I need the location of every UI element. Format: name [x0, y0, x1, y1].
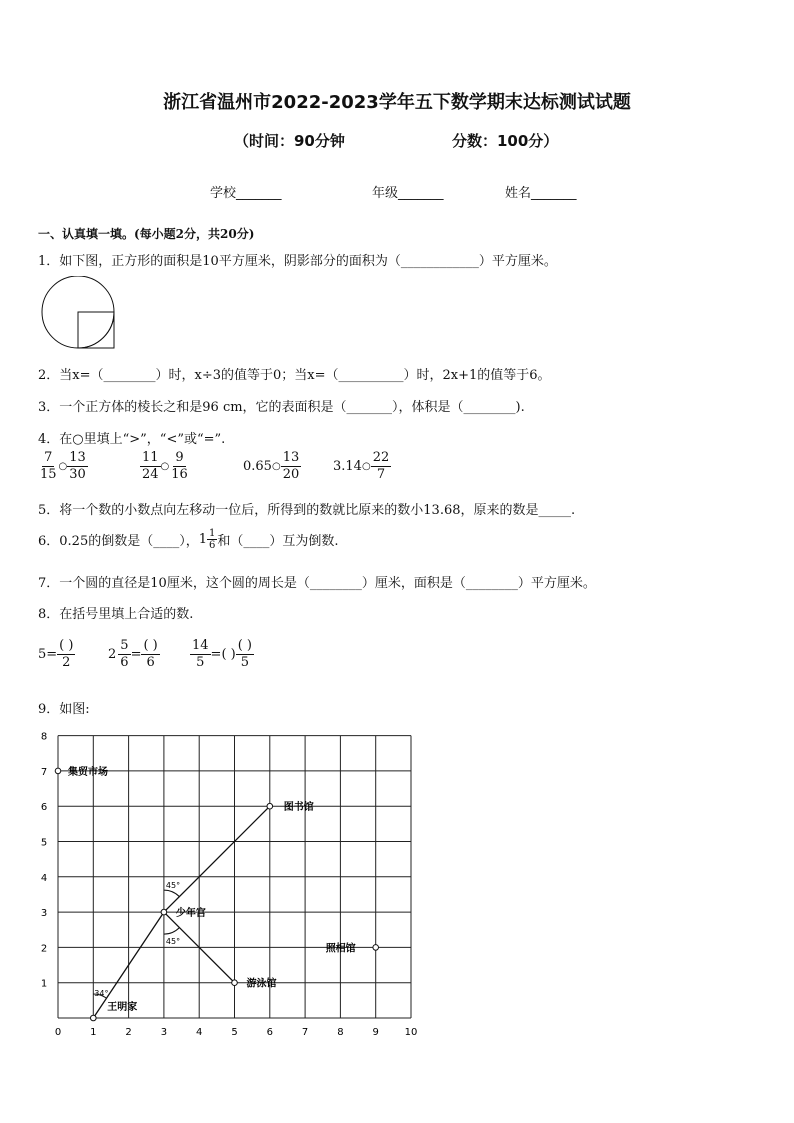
route-line: [164, 806, 270, 912]
place-label: 集贸市场: [68, 766, 108, 778]
x-tick-label: 7: [301, 1027, 309, 1038]
school-field: 学校_______: [210, 186, 282, 201]
exam-score: 分数：100分）: [452, 132, 559, 150]
x-tick-label: 2: [125, 1027, 132, 1038]
y-tick-label: 8: [40, 731, 48, 743]
y-tick-label: 6: [40, 802, 48, 814]
x-tick-label: 3: [160, 1027, 168, 1038]
y-tick-label: 1: [40, 978, 48, 990]
x-tick-label: 8: [337, 1027, 344, 1038]
x-tick-label: 5: [231, 1027, 238, 1038]
compare-item-1: $\frac{7}{15}$ ○ $\frac{13}{30}$: [40, 450, 86, 482]
place-label: 照相馆: [325, 943, 356, 955]
name-field: 姓名_______: [505, 186, 577, 201]
angle-arc: [164, 890, 180, 897]
question-6: 6．0.25的倒数是（____）， 1 $\frac{1}{6}$ 和（____）互为倒数.: [38, 528, 339, 551]
compare-item-3: 0.65 ○ $\frac{13}{20}$: [243, 450, 300, 482]
place-label: 少年宫: [175, 908, 206, 920]
circle-square-figure: [40, 276, 120, 352]
x-tick-label: 9: [372, 1027, 379, 1038]
fill-item-1: 5= $\frac{( )}{2}$: [38, 638, 74, 670]
place-point: [232, 980, 238, 986]
place-label: 图书馆: [283, 802, 314, 814]
exam-time: （时间：90分钟: [234, 132, 345, 150]
place-point: [373, 945, 379, 951]
page-title: 浙江省温州市2022-2023学年五下数学期末达标测试试题: [163, 92, 631, 113]
compare-circle[interactable]: ○: [361, 461, 371, 472]
fill-item-2: 2 $\frac{5}{6}$ = $\frac{( )}{6}$: [108, 638, 158, 670]
place-point: [267, 803, 273, 809]
fill-item-3: $\frac{14}{5}$ =( ) $\frac{( )}{5}$: [192, 638, 252, 670]
y-tick-label: 5: [40, 837, 48, 849]
angle-label: 45°: [165, 937, 181, 947]
y-tick-label: 4: [40, 872, 48, 884]
coordinate-map: [30, 724, 430, 1044]
y-tick-label: 7: [40, 766, 48, 778]
place-label: 游泳馆: [246, 978, 277, 990]
x-tick-label: 1: [90, 1027, 97, 1038]
x-tick-label: 0: [54, 1027, 62, 1038]
question-1: 1．如下图，正方形的面积是10平方厘米，阴影部分的面积为（____________）平方厘米。: [38, 254, 557, 269]
section-heading: 一、认真填一填。(每小题2分，共20分): [38, 227, 255, 241]
angle-label: 45°: [165, 881, 181, 891]
x-tick-label: 10: [404, 1027, 418, 1038]
question-7: 7．一个圆的直径是10厘米，这个圆的周长是（________）厘米，面积是（________）平方厘米。: [38, 576, 596, 591]
place-point: [55, 768, 61, 774]
question-9: 9．如图:: [38, 702, 90, 717]
compare-circle[interactable]: ○: [58, 461, 68, 472]
place-label: 王明家: [107, 1002, 138, 1013]
compare-circle[interactable]: ○: [160, 461, 170, 472]
question-8: 8．在括号里填上合适的数.: [38, 607, 194, 622]
x-tick-label: 4: [196, 1027, 203, 1038]
place-point: [91, 1015, 97, 1021]
grade-field: 年级_______: [372, 186, 444, 201]
compare-circle[interactable]: ○: [271, 461, 281, 472]
question-3: 3．一个正方体的棱长之和是96 cm，它的表面积是（_______），体积是（________).: [38, 400, 525, 415]
question-2: 2．当x=（________）时，x÷3的值等于0；当x=（__________）时，2x+1的值等于6。: [38, 368, 551, 383]
place-point: [161, 909, 167, 915]
angle-arc: [164, 928, 180, 935]
question-4: 4．在○里填上“>”，“<”或“=”.: [38, 432, 226, 447]
compare-item-4: 3.14 ○ $\frac{22}{7}$: [333, 450, 390, 482]
angle-label: 34°: [94, 989, 109, 998]
y-tick-label: 3: [40, 908, 48, 920]
compare-item-2: $\frac{11}{24}$ ○ $\frac{9}{16}$: [142, 450, 188, 482]
y-tick-label: 2: [40, 943, 48, 955]
x-tick-label: 6: [266, 1027, 273, 1038]
question-5: 5．将一个数的小数点向左移动一位后，所得到的数就比原来的数小13.68，原来的数是_____.: [38, 503, 576, 518]
